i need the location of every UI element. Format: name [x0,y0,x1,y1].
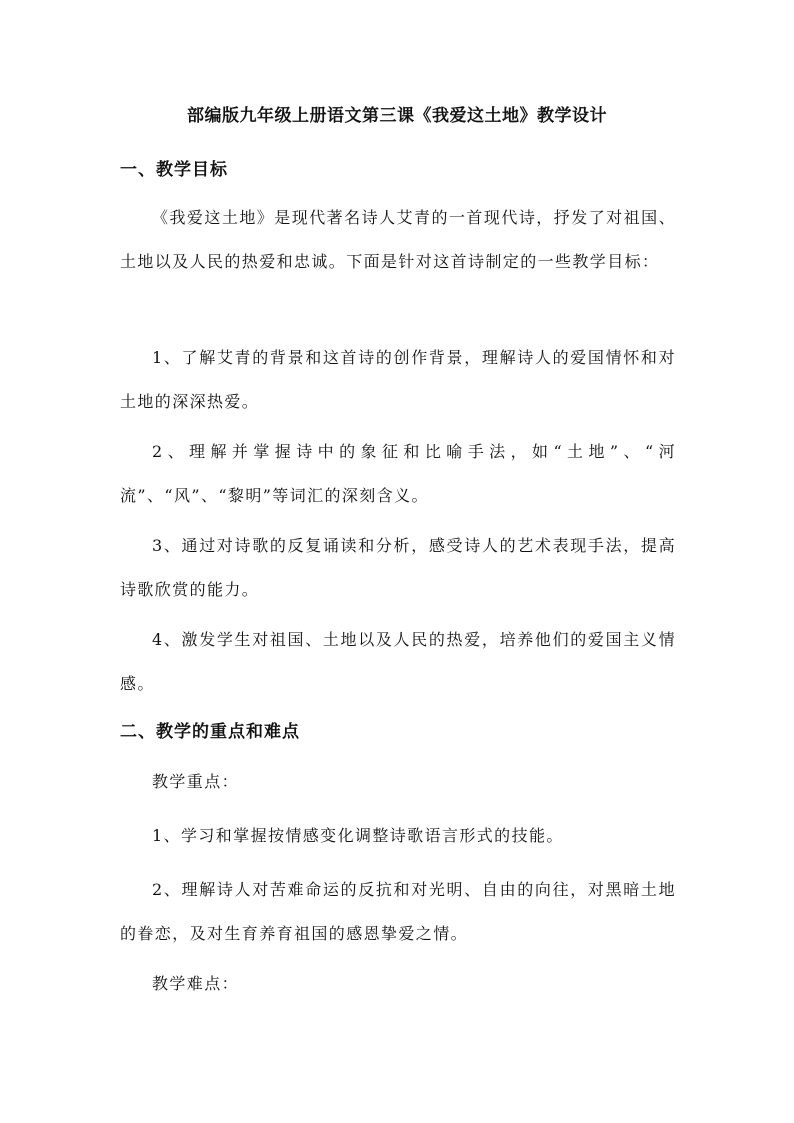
section-heading-focus-difficulty: 二、教学的重点和难点 [120,722,300,742]
difficulty-label: 教学难点： [152,974,240,993]
goal-item-3: 3、通过对诗歌的反复诵读和分析，感受诗人的艺术表现手法，提高诗歌欣赏的能力。 [120,536,676,599]
focus-item-1: 1、学习和掌握按情感变化调整诗歌语言形式的技能。 [152,826,564,845]
goal-item-2: 2、理解并掌握诗中的象征和比喻手法，如“土地”、“河流”、“风”、“黎明”等词汇的深刻含义。 [120,442,676,505]
goals-intro-paragraph: 《我爱这土地》是现代著名诗人艾青的一首现代诗，抒发了对祖国、土地以及人民的热爱和忠诚。下面是针对这首诗制定的一些教学目标： [120,208,676,271]
goal-item-4: 4、激发学生对祖国、土地以及人民的热爱，培养他们的爱国主义情感。 [120,630,676,693]
focus-item-2: 2、理解诗人对苦难命运的反抗和对光明、自由的向往，对黑暗土地的眷恋，及对生育养育祖国的感恩挚爱之情。 [120,880,676,943]
document-title: 部编版九年级上册语文第三课《我爱这土地》教学设计 [187,106,607,126]
focus-label: 教学重点： [152,772,240,791]
section-heading-teaching-goals: 一、教学目标 [120,160,228,180]
goal-item-1: 1、了解艾青的背景和这首诗的创作背景，理解诗人的爱国情怀和对土地的深深热爱。 [120,348,676,411]
